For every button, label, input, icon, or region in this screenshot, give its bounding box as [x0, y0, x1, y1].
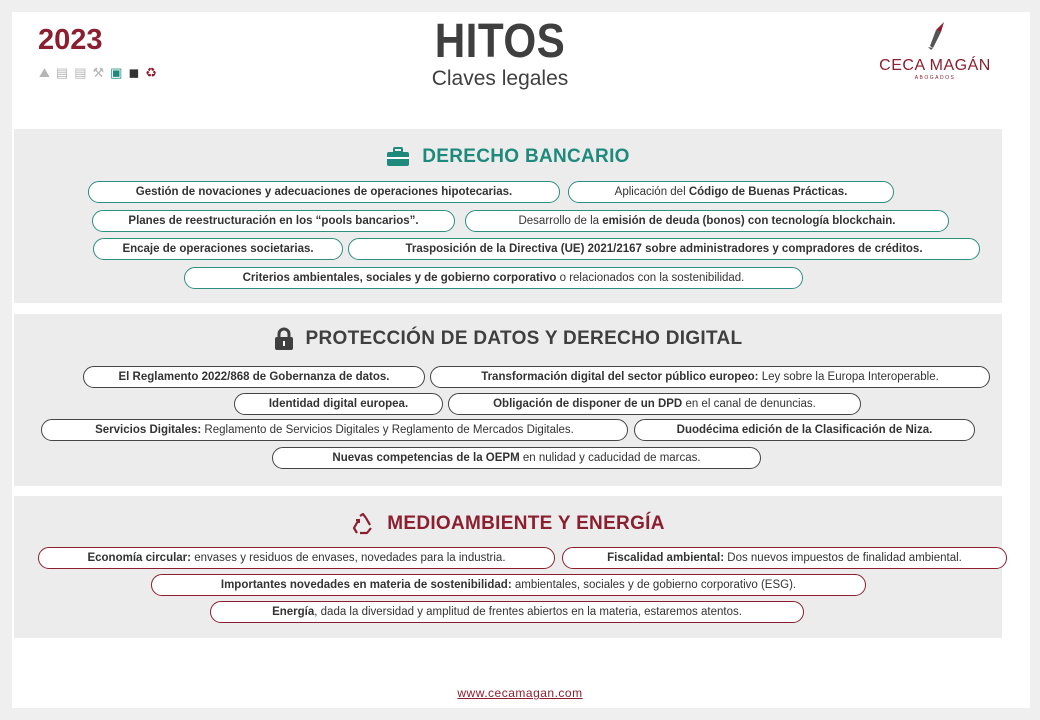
data-protection-item: Transformación digital del sector público europeo: Ley sobre la Europa Interoperable. — [430, 366, 990, 388]
environment-item: Energía, dada la diversidad y amplitud de frentes abiertos en la materia, estaremos atentos. — [210, 601, 804, 623]
environment-item: Importantes novedades en materia de sostenibilidad: ambientales, sociales y de gobierno corporativo (ESG). — [151, 574, 866, 596]
section-data-protection — [14, 314, 1002, 486]
environment-item: Fiscalidad ambiental: Dos nuevos impuestos de finalidad ambiental. — [562, 547, 1007, 569]
banking-item: Encaje de operaciones societarias. — [93, 238, 343, 260]
section-environment-title: MEDIOAMBIENTE Y ENERGÍA — [387, 513, 665, 534]
website-link[interactable]: www.cecamagan.com — [457, 686, 583, 700]
topic-icon-row — [39, 66, 157, 79]
shirt-icon: ⛰ — [39, 65, 50, 80]
section-data-protection-heading — [14, 327, 1002, 351]
page-subtitle: Claves legales — [431, 67, 569, 90]
cash-register-icon: ▤ — [55, 65, 69, 80]
data-protection-item: Duodécima edición de la Clasificación de Niza. — [634, 419, 975, 441]
briefcase-icon: ▣ — [110, 65, 123, 80]
page-title: HITOS — [434, 15, 566, 68]
section-environment — [14, 496, 1002, 638]
section-banking-title: DERECHO BANCARIO — [422, 146, 630, 167]
brand-logo — [860, 20, 1010, 81]
data-protection-item: El Reglamento 2022/868 de Gobernanza de datos. — [83, 366, 425, 388]
recycle-icon — [351, 512, 375, 536]
section-banking — [14, 129, 1002, 303]
data-protection-item: Servicios Digitales: Reglamento de Servicios Digitales y Reglamento de Mercados Digitales. — [41, 419, 628, 441]
briefcase-icon — [386, 147, 410, 167]
banking-item: Aplicación del Código de Buenas Prácticas. — [568, 181, 894, 203]
lock-icon: ◼ — [128, 65, 140, 80]
banking-item: Desarrollo de la emisión de deuda (bonos) con tecnología blockchain. — [465, 210, 949, 232]
lock-icon — [274, 327, 294, 351]
logo-name: CECA MAGÁN — [879, 57, 991, 74]
section-banking-heading — [14, 146, 1002, 168]
data-protection-item: Nuevas competencias de la OEPM en nulidad y caducidad de marcas. — [272, 447, 761, 469]
section-data-protection-title: PROTECCIÓN DE DATOS Y DERECHO DIGITAL — [305, 328, 743, 349]
logo-subtitle: ABOGADOS — [914, 75, 956, 81]
gavel-icon: ⚒ — [92, 65, 105, 80]
year-label: 2023 — [38, 24, 103, 56]
title-block — [400, 15, 600, 91]
data-protection-item: Identidad digital europea. — [234, 393, 443, 415]
banking-item: Gestión de novaciones y adecuaciones de operaciones hipotecarias. — [88, 181, 560, 203]
banking-item: Trasposición de la Directiva (UE) 2021/2167 sobre administradores y compradores de créditos. — [348, 238, 980, 260]
document-icon: ▤ — [74, 65, 87, 80]
data-protection-item: Obligación de disponer de un DPD en el canal de denuncias. — [448, 393, 861, 415]
banking-item: Planes de reestructuración en los “pools bancarios”. — [92, 210, 455, 232]
recycle-icon: ♻ — [145, 65, 157, 80]
environment-item: Economía circular: envases y residuos de envases, novedades para la industria. — [38, 547, 555, 569]
section-environment-heading — [14, 512, 1002, 536]
pen-logo-icon — [922, 20, 948, 50]
banking-item: Criterios ambientales, sociales y de gobierno corporativo o relacionados con la sostenibilidad. — [184, 267, 803, 289]
